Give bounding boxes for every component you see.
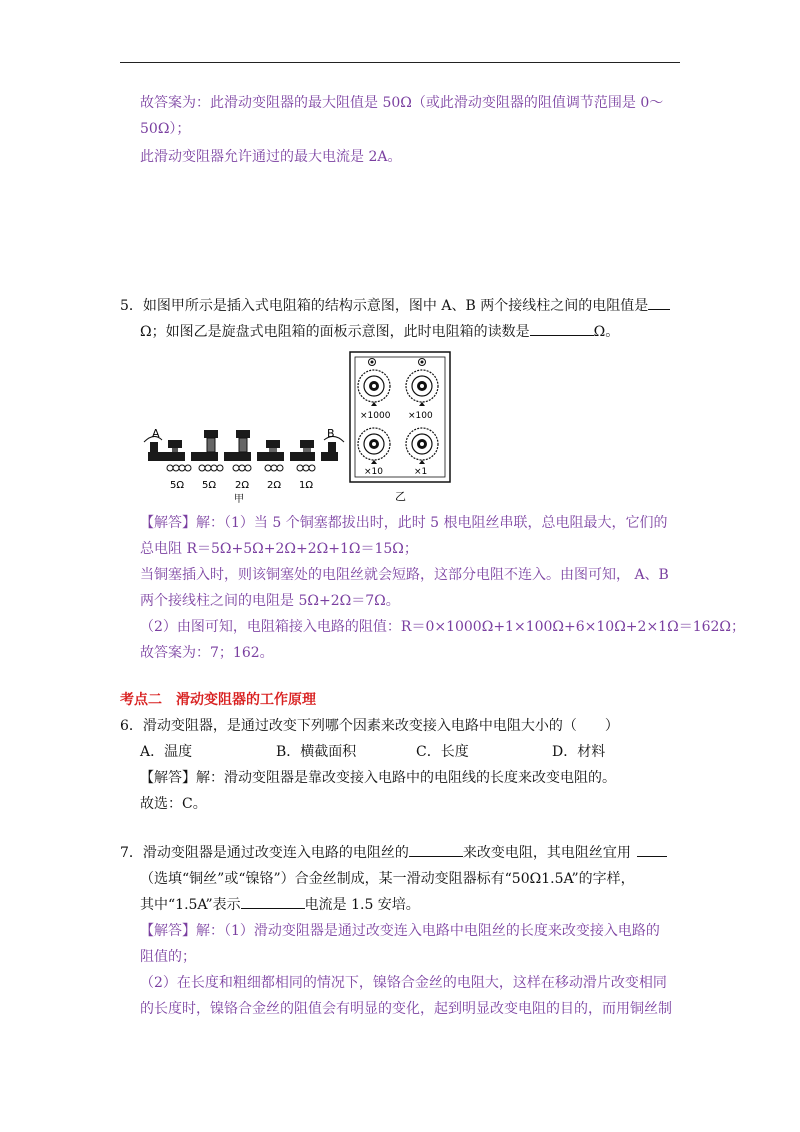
yi-multiplier-label: ×1	[414, 467, 428, 477]
q7-blank-3	[241, 895, 305, 909]
jia-res-label: 2Ω	[235, 480, 250, 491]
q6-solution-line2: 故选：C。	[140, 796, 207, 812]
q6-option-b: B．横截面积	[276, 744, 357, 760]
answer4-line1: 故答案为：此滑动变阻器的最大阻值是 50Ω（或此滑动变阻器的阻值调节范围是 0～	[140, 95, 664, 111]
q7-line1	[120, 842, 667, 864]
jia-label-b: B	[327, 427, 335, 440]
q7-solution-line1	[140, 920, 660, 942]
q7-solution-tag: 【解答】	[140, 923, 196, 939]
q5-solution-line5: （2）由图可知，电阻箱接入电路的阻值：R＝0×1000Ω+1×100Ω+6×10Ω+2×1Ω＝162Ω；	[140, 619, 746, 635]
q7-solution-line4: 的长度时，镍铬合金丝的阻值会有明显的变化，起到明显改变电阻的目的，而用铜丝制	[140, 1001, 672, 1017]
jia-coil	[233, 465, 251, 471]
jia-plug-inserted	[266, 440, 280, 452]
q6-option-c: C．长度	[416, 744, 469, 760]
q5-solution-line4: 两个接线柱之间的电阻是 5Ω+2Ω＝7Ω。	[140, 593, 400, 609]
q5-solution-line3: 当铜塞插入时，则该铜塞处的电阻丝就会短路，这部分电阻不连入。由图可知， A、B	[140, 567, 669, 583]
jia-gap	[251, 452, 257, 461]
q6-option-d: D．材料	[552, 744, 606, 760]
figure-yi-rotary-box	[346, 348, 456, 504]
q7-line3	[140, 894, 420, 916]
jia-res-label: 2Ω	[267, 480, 282, 491]
q5-blank-2	[530, 322, 594, 336]
q7-line1-text-a: 7．滑动变阻器是通过改变连入电路的电阻丝的	[120, 845, 409, 861]
jia-brass-bar	[148, 452, 338, 461]
q5-line2-text: Ω；如图乙是旋盘式电阻箱的面板示意图，此时电阻箱的读数是	[140, 324, 530, 340]
jia-gap	[284, 452, 290, 461]
jia-coil	[199, 465, 223, 471]
jia-caption: 甲	[234, 494, 244, 505]
yi-multiplier-label: ×1000	[360, 411, 391, 421]
q7-line1-text-b: 来改变电阻，其电阻丝宜用	[462, 845, 631, 861]
q5-line2-unit: Ω。	[593, 324, 620, 340]
jia-plug-inserted	[236, 430, 250, 452]
q7-blank-2	[637, 843, 667, 857]
q6-option-a: A．温度	[140, 744, 193, 760]
q7-line3-text-b: 电流是 1.5 安培。	[304, 897, 420, 913]
q7-line2: （选填“铜丝”或“镍铬”）合金丝制成，某一滑动变阻器标有“50Ω1.5A”的字样，	[140, 871, 635, 887]
yi-caption: 乙	[395, 490, 406, 503]
jia-res-label: 1Ω	[299, 480, 314, 491]
jia-plug-inserted	[300, 440, 314, 452]
figure-jia-resistance-box	[140, 418, 360, 506]
jia-gap	[185, 452, 191, 461]
answer4-line3: 此滑动变阻器允许通过的最大电流是 2A。	[140, 149, 402, 165]
q7-blank-1	[409, 843, 463, 857]
answer4-line2: 50Ω）；	[140, 121, 191, 137]
q5-solution-tag: 【解答】	[140, 515, 196, 531]
jia-res-label: 5Ω	[202, 480, 217, 491]
jia-res-label: 5Ω	[170, 480, 185, 491]
jia-plug-pulled	[168, 440, 182, 452]
q7-line3-text-a: 其中“1.5A”表示	[140, 897, 241, 913]
jia-gap	[218, 452, 224, 461]
jia-label-a: A	[152, 427, 160, 440]
q5-line2	[140, 321, 619, 343]
q5-blank-1	[648, 296, 670, 310]
q7-solution-line2: 阻值的；	[140, 949, 196, 965]
q7-solution-text: 解：（1）滑动变阻器是通过改变连入电路中电阻丝的长度来改变接入电路的	[196, 923, 660, 939]
q7-solution-line3: （2）在长度和粗细都相同的情况下，镍铬合金丝的电阻大，这样在移动滑片改变相同	[140, 975, 667, 991]
jia-coil	[167, 465, 191, 471]
header-rule	[120, 62, 680, 63]
q5-solution-text: 解：（1）当 5 个铜塞都拔出时，此时 5 根电阻丝串联，总电阻最大，它们的	[196, 515, 668, 531]
q5-line1	[120, 295, 670, 317]
q6-solution-tag: 【解答】	[140, 770, 196, 786]
q6-solution-line1	[140, 767, 616, 789]
jia-coil	[265, 465, 283, 471]
q6-stem: 6．滑动变阻器，是通过改变下列哪个因素来改变接入电路中电阻大小的（ ）	[120, 718, 619, 734]
yi-multiplier-label: ×100	[408, 411, 433, 421]
q5-line1-text: 5．如图甲所示是插入式电阻箱的结构示意图，图中 A、B 两个接线柱之间的电阻值是	[120, 298, 649, 314]
q5-solution-line6: 故答案为：7；162。	[140, 645, 274, 661]
q5-solution-line1	[140, 512, 668, 534]
yi-multiplier-label: ×10	[364, 467, 383, 477]
jia-plug-inserted	[204, 430, 218, 452]
section2-title: 考点二 滑动变阻器的工作原理	[120, 692, 316, 708]
jia-coil	[297, 465, 315, 471]
jia-gap	[315, 452, 321, 461]
q6-solution-text: 解：滑动变阻器是靠改变接入电路中的电阻线的长度来改变电阻的。	[196, 770, 616, 786]
q5-solution-line2: 总电阻 R＝5Ω+5Ω+2Ω+2Ω+1Ω＝15Ω；	[140, 541, 418, 557]
